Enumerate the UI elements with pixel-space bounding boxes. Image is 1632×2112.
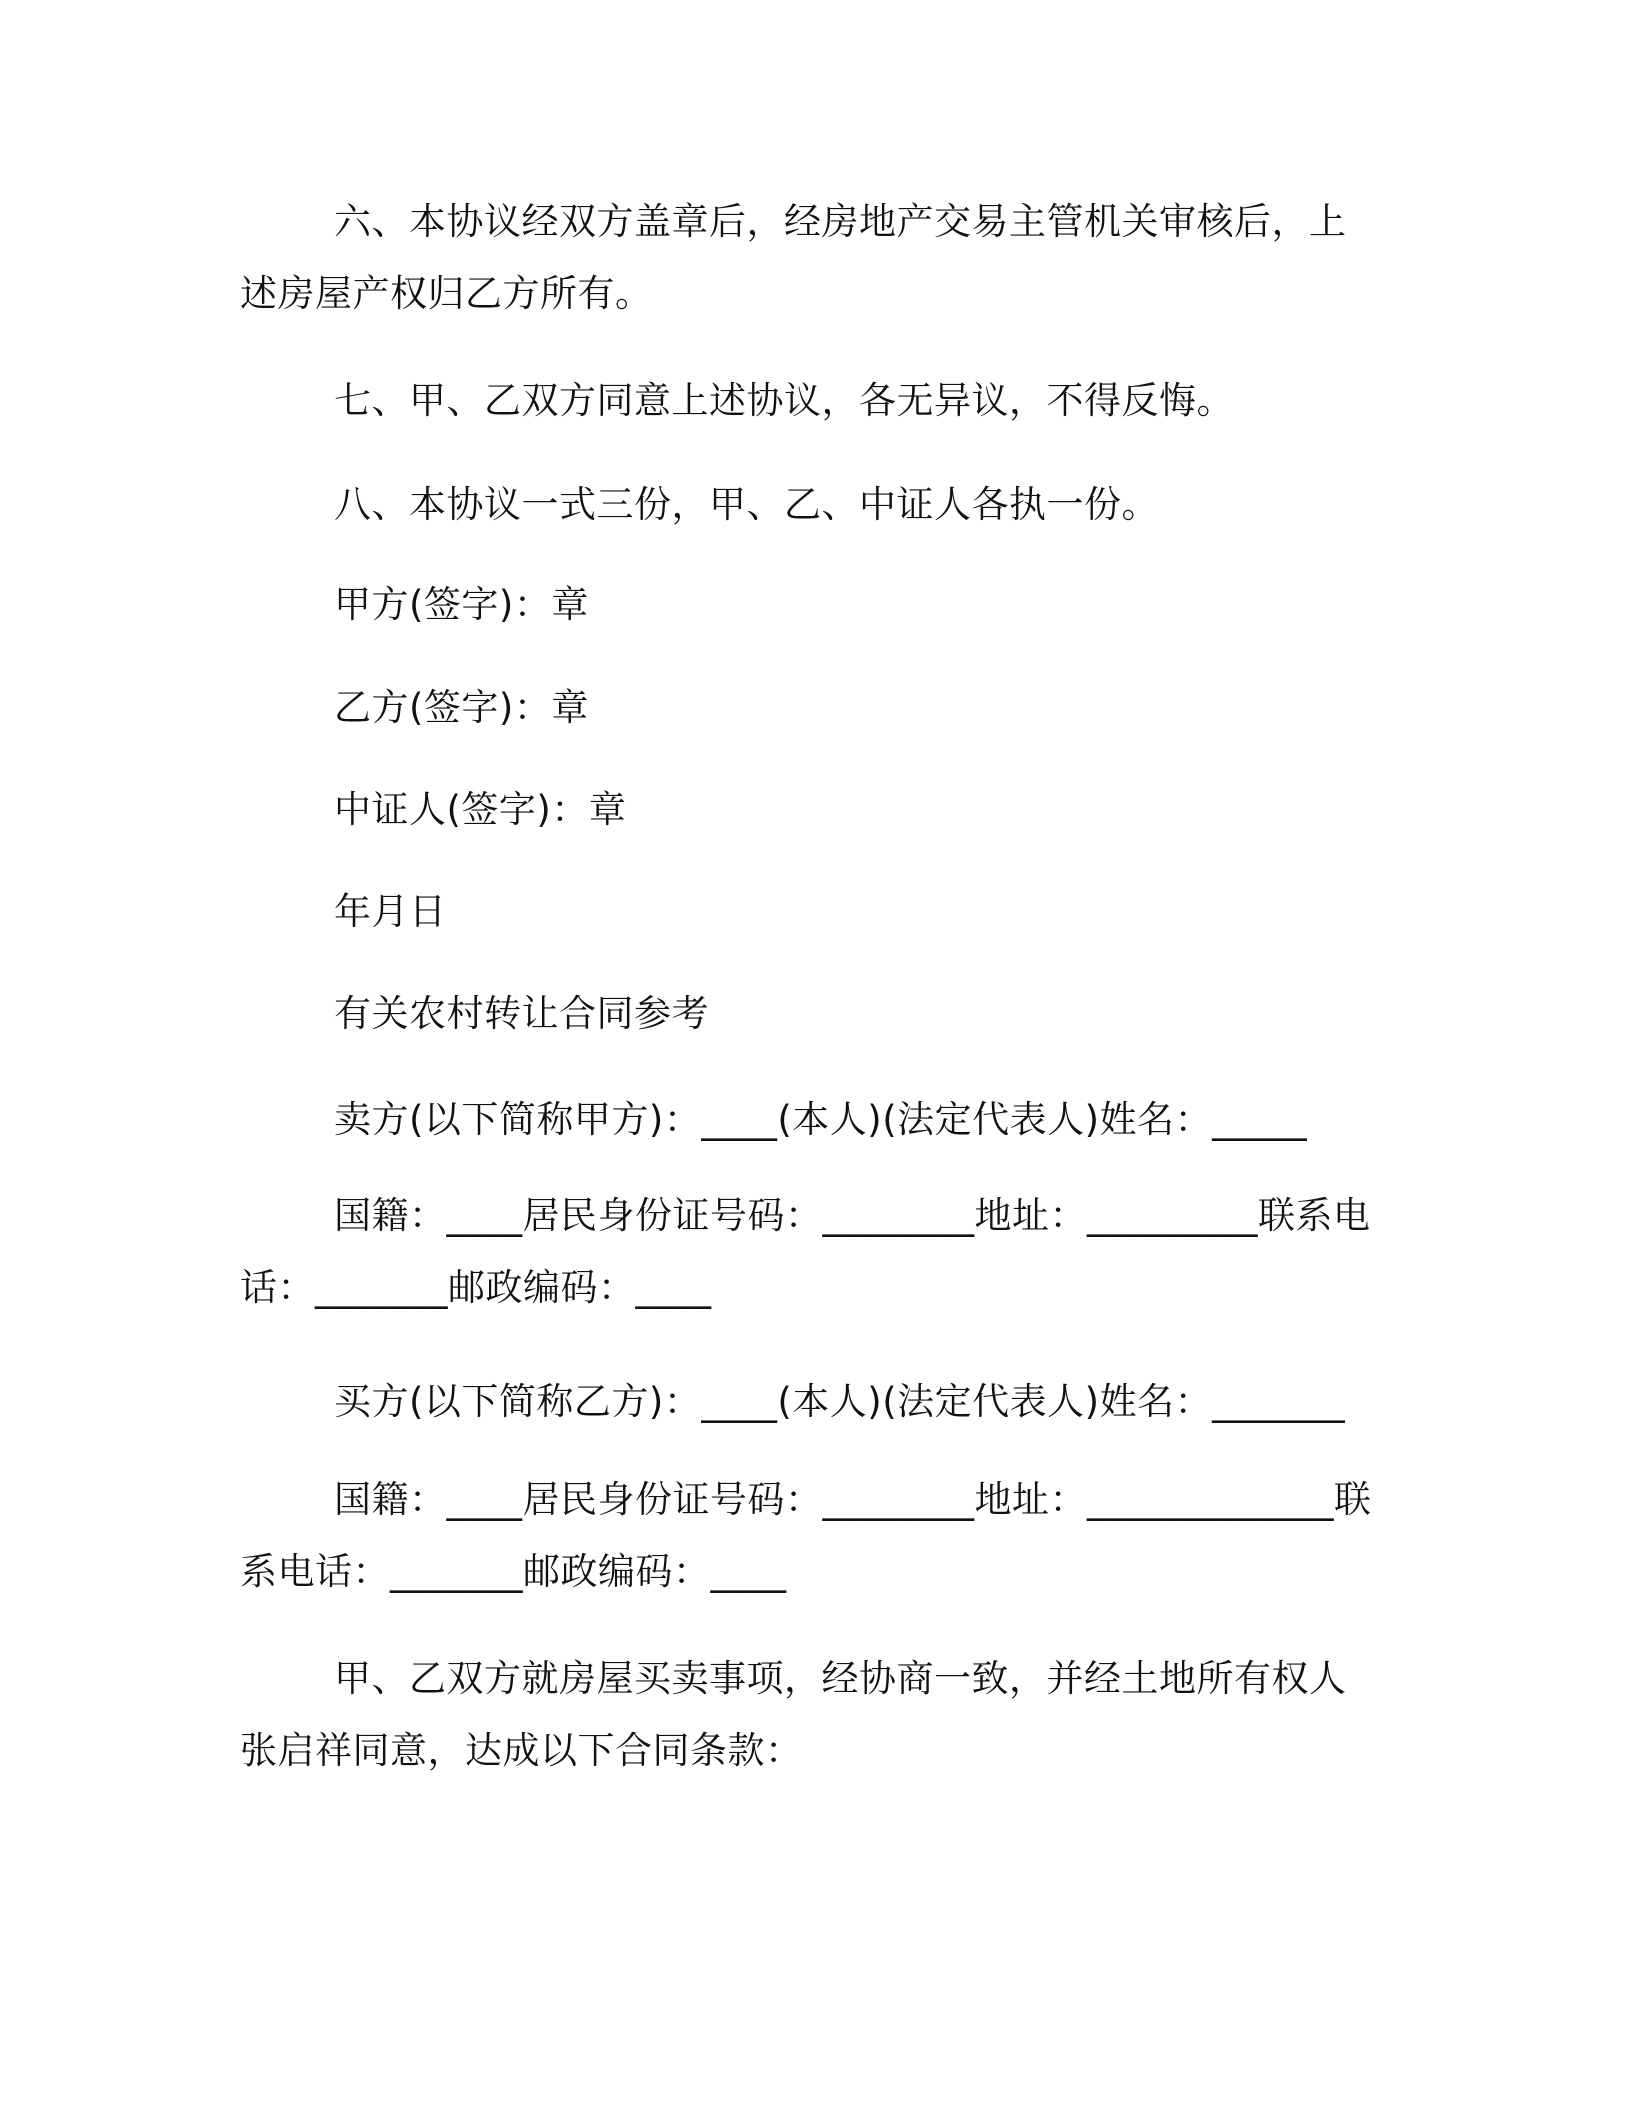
party-a-signature: 甲方(签字)：章 [334, 583, 589, 626]
seller-info: 卖方(以下简称甲方)：____(本人)(法定代表人)姓名：_____ [334, 1098, 1308, 1141]
date-line: 年月日 [334, 890, 447, 933]
witness-signature: 中证人(签字)：章 [334, 788, 627, 831]
seller-details: 国籍：____居民身份证号码：________地址：_________联系电话：_______邮政编码：____ [240, 1194, 1371, 1309]
clause-seven: 七、甲、乙双方同意上述协议，各无异议，不得反悔。 [334, 379, 1234, 422]
buyer-details: 国籍：____居民身份证号码：________地址：_____________联系电话：_______邮政编码：____ [240, 1478, 1372, 1593]
buyer-info: 买方(以下简称乙方)：____(本人)(法定代表人)姓名：_______ [334, 1380, 1346, 1423]
clause-six: 六、本协议经双方盖章后，经房地产交易主管机关审核后，上述房屋产权归乙方所有。 [240, 200, 1347, 315]
agreement-intro: 甲、乙双方就房屋买卖事项，经协商一致，并经土地所有权人张启祥同意，达成以下合同条款： [240, 1657, 1347, 1772]
clause-eight: 八、本协议一式三份，甲、乙、中证人各执一份。 [334, 483, 1159, 526]
section-title: 有关农村转让合同参考 [334, 992, 709, 1035]
party-b-signature: 乙方(签字)：章 [334, 686, 589, 729]
